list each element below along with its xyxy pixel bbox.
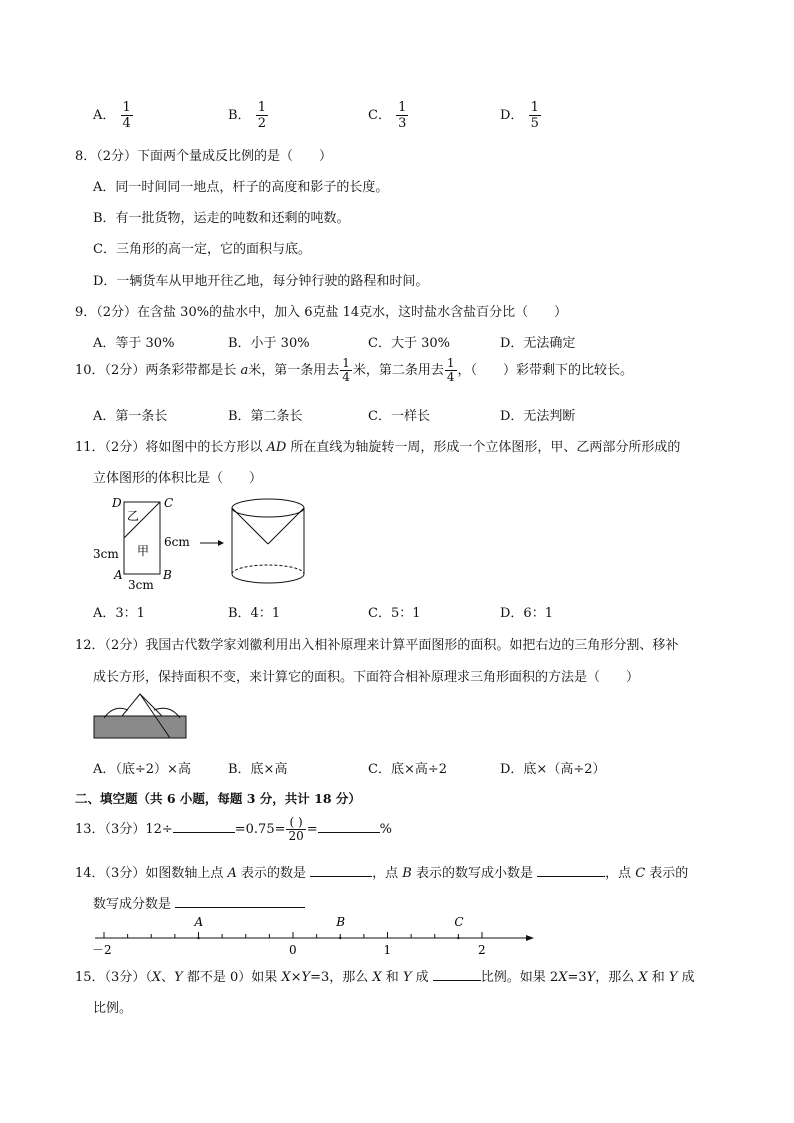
- q12-option-c[interactable]: C．底×高÷2: [368, 762, 448, 777]
- tick-label: 2: [478, 943, 486, 957]
- q10-option-c[interactable]: C．一样长: [368, 409, 430, 424]
- q11-stem-line2: 立体图形的体积比是（ ）: [93, 471, 263, 486]
- cone-left: [232, 508, 268, 544]
- q11-option-d[interactable]: D．6：1: [500, 606, 553, 621]
- point-mark-b: [339, 937, 341, 939]
- option-label: B．: [228, 108, 251, 123]
- label-b: B: [163, 568, 172, 582]
- q7-option-c[interactable]: [368, 100, 409, 131]
- answer-blank[interactable]: [310, 863, 372, 877]
- q14-line2: 数写成分数是: [93, 893, 305, 912]
- cylinder-top: [232, 499, 304, 517]
- q7-option-a[interactable]: [93, 100, 134, 131]
- fraction: $\frac{1}{4}$: [342, 356, 350, 384]
- answer-blank[interactable]: [175, 894, 305, 908]
- fraction: $\frac{1}{4}$: [446, 356, 455, 384]
- q8-option-b[interactable]: B．有一批货物，运走的吨数和还剩的吨数。: [93, 211, 350, 226]
- q8-option-a[interactable]: A．同一时间同一地点，杆子的高度和影子的长度。: [93, 180, 389, 195]
- cylinder-bottom-front: [232, 574, 304, 583]
- option-label: A．: [93, 108, 116, 123]
- arrow-head: [218, 540, 224, 546]
- label-a: A: [114, 568, 123, 582]
- tick-label: 0: [289, 943, 297, 957]
- point-label-b: B: [336, 915, 346, 929]
- point-mark-a: [197, 937, 199, 939]
- cone-right: [268, 508, 304, 544]
- label-yi: 乙: [127, 509, 140, 523]
- q11-option-b[interactable]: B．4：1: [228, 606, 281, 621]
- q9-option-c[interactable]: C．大于 30%: [368, 336, 450, 351]
- q10-option-d[interactable]: D．无法判断: [500, 409, 576, 424]
- answer-blank[interactable]: [433, 967, 481, 981]
- q12-option-a[interactable]: A．（底÷2）×高: [93, 762, 191, 777]
- q13: 13．（3分）12÷ =0.75= $\frac{( )}{20}$ = %: [75, 815, 393, 843]
- q10-option-b[interactable]: B．第二条长: [228, 409, 303, 424]
- q11-figure: [90, 490, 320, 592]
- q14-line1: 14．（3分）如图数轴上点 A 表示的数是 ，点 B 表示的数写成小数是 ，点 C 表示的: [75, 862, 688, 881]
- tick-label: 1: [383, 943, 392, 957]
- label-c: C: [164, 496, 174, 510]
- q12-stem-line2: 成长方形，保持面积不变，来计算它的面积。下面符合相补原理求三角形面积的方法是（ ）: [93, 670, 640, 685]
- fraction: $\frac{1}{2}$: [257, 100, 266, 131]
- dim-right: 6cm: [164, 535, 190, 549]
- q12-figure: [92, 692, 192, 742]
- fraction: $\frac{1}{3}$: [398, 100, 407, 131]
- q11-option-c[interactable]: C．5：1: [368, 606, 421, 621]
- shaded-rectangle: [94, 716, 186, 738]
- fraction: $\frac{( )}{20}$: [288, 815, 304, 843]
- option-label: C．: [368, 108, 391, 123]
- dim-bottom: 3cm: [128, 578, 154, 592]
- q9-option-b[interactable]: B．小于 30%: [228, 336, 310, 351]
- fraction: $\frac{1}{5}$: [530, 100, 539, 131]
- dim-left: 3cm: [93, 547, 119, 561]
- label-d: D: [112, 496, 122, 510]
- q8-option-d[interactable]: D．一辆货车从甲地开往乙地，每分钟行驶的路程和时间。: [93, 274, 429, 289]
- q15-line2: 比例。: [93, 1001, 133, 1016]
- q11-option-a[interactable]: A．3：1: [93, 606, 145, 621]
- section-title: 二、填空题（共 6 小题，每题 3 分，共计 18 分）: [75, 791, 361, 806]
- option-label: D．: [500, 108, 524, 123]
- q12-stem-line1: 12．（2分）我国古代数学家刘徽利用出入相补原理来计算平面图形的面积。如把右边的三角形分割、移补: [75, 638, 679, 653]
- point-label-a: A: [194, 915, 204, 929]
- tick-label: －2: [92, 943, 112, 957]
- point-label-c: C: [454, 915, 464, 929]
- q9-option-a[interactable]: A．等于 30%: [93, 336, 175, 351]
- point-mark-c: [457, 937, 459, 939]
- q9-option-d[interactable]: D．无法确定: [500, 336, 576, 351]
- axis-arrow: [526, 935, 534, 941]
- q8-option-c[interactable]: C．三角形的高一定，它的面积与底。: [93, 242, 311, 257]
- q7-option-b[interactable]: [228, 100, 269, 131]
- answer-blank[interactable]: [173, 819, 235, 833]
- q7-option-d[interactable]: [500, 100, 542, 131]
- q11-stem-line1: 11．（2分）将如图中的长方形以 AD 所在直线为轴旋转一周，形成一个立体图形，甲、乙两部分所形成的: [75, 440, 681, 455]
- q8-stem: 8．（2分）下面两个量成反比例的是（ ）: [75, 149, 333, 164]
- label-jia: 甲: [137, 544, 150, 558]
- q10-stem: 10．（2分）两条彩带都是长 a米，第一条用去 $\frac{1}{4}$ 米，第二条用去 $\frac{1}{4}$ ，（ ）彩带剩下的比较长。: [75, 356, 634, 384]
- q12-option-b[interactable]: B．底×高: [228, 762, 288, 777]
- number-line: [90, 912, 540, 960]
- q10-option-a[interactable]: A．第一条长: [93, 409, 168, 424]
- answer-blank[interactable]: [318, 819, 380, 833]
- answer-blank[interactable]: [537, 863, 605, 877]
- q15-line1: 15．（3分）（X、Y 都不是 0）如果 X×Y=3，那么 X 和 Y 成 比例。如果 2X=3Y，那么 X 和 Y 成: [75, 966, 695, 985]
- cylinder-bottom-back: [232, 565, 304, 574]
- fraction: $\frac{1}{4}$: [122, 100, 131, 131]
- q9-stem: 9．（2分）在含盐 30%的盐水中，加入 6克盐 14克水，这时盐水含盐百分比（ ）: [75, 305, 568, 320]
- q12-option-d[interactable]: D．底×（高÷2）: [500, 762, 606, 777]
